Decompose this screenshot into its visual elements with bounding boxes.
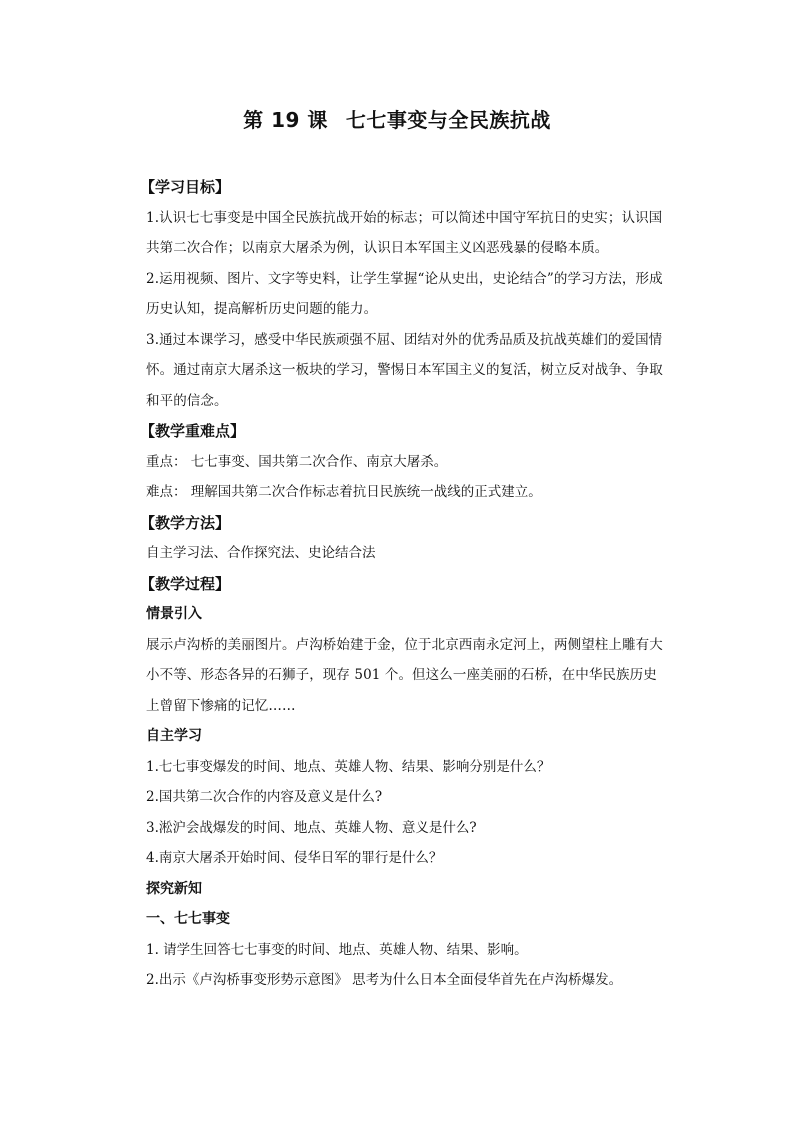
objectives-heading: 【学习目标】	[140, 178, 231, 196]
difficulty-point: 难点： 理解国共第二次合作标志着抗日民族统一战线的正式建立。	[146, 484, 542, 500]
methods-heading: 【教学方法】	[140, 513, 231, 532]
objective-item: 3.通过本课学习，感受中华民族顽强不屈、团结对外的优秀品质及抗战英雄们的爱国情怀。通过南京大屠杀这一板块的学习，警惕日本军国主义的复活，树立反对战争、争取和平的信念。	[146, 331, 663, 409]
explore-item: 2.出示《卢沟桥事变形势示意图》 思考为什么日本全面侵华首先在卢沟桥爆发。	[146, 972, 623, 988]
explore-label: 探究新知	[146, 880, 202, 897]
lesson-name: 七七事变与全民族抗战	[345, 108, 551, 132]
self-study-item: 2.国共第二次合作的内容及意义是什么?	[146, 789, 383, 805]
document-body	[140, 172, 666, 996]
key-points-heading: 【教学重难点】	[140, 422, 246, 440]
self-study-item: 4.南京大屠杀开始时间、侵华日军的罪行是什么？	[146, 850, 443, 866]
process-heading: 【教学过程】	[140, 574, 231, 593]
page-title	[0, 104, 794, 133]
objective-item: 1.认识七七事变是中国全民族抗战开始的标志；可以简述中国守军抗日的史实；认识国共第二次合作；以南京大屠杀为例，认识日本军国主义凶恶残暴的侵略本质。	[146, 209, 663, 256]
self-study-label: 自主学习	[146, 728, 202, 744]
methods-text: 自主学习法、合作探究法、史论结合法	[146, 545, 376, 561]
explore-item: 1. 请学生回答七七事变的时间、地点、英雄人物、结果、影响。	[146, 941, 528, 958]
self-study-item: 1.七七事变爆发的时间、地点、英雄人物、结果、影响分别是什么？	[146, 758, 551, 775]
self-study-item: 3.淞沪会战爆发的时间、地点、英雄人物、意义是什么?	[146, 819, 477, 836]
objective-item: 2.运用视频、图片、文字等史料，让学生掌握“论从史出，史论结合”的学习方法，形成历史认知，提高解析历史问题的能力。	[146, 270, 663, 317]
part1-title: 一、七七事变	[146, 911, 230, 927]
intro-label: 情景引入	[146, 606, 202, 622]
lesson-number: 第 19 课	[243, 108, 328, 132]
intro-text: 展示卢沟桥的美丽图片。卢沟桥始建于金，位于北京西南永定河上，两侧望柱上雕有大小不等、形态各异的石狮子，现存 501 个。但这么一座美丽的石桥，在中华民族历史上曾留下惨痛的记忆……	[146, 636, 663, 714]
focus-point: 重点： 七七事变、国共第二次合作、南京大屠杀。	[146, 453, 448, 470]
